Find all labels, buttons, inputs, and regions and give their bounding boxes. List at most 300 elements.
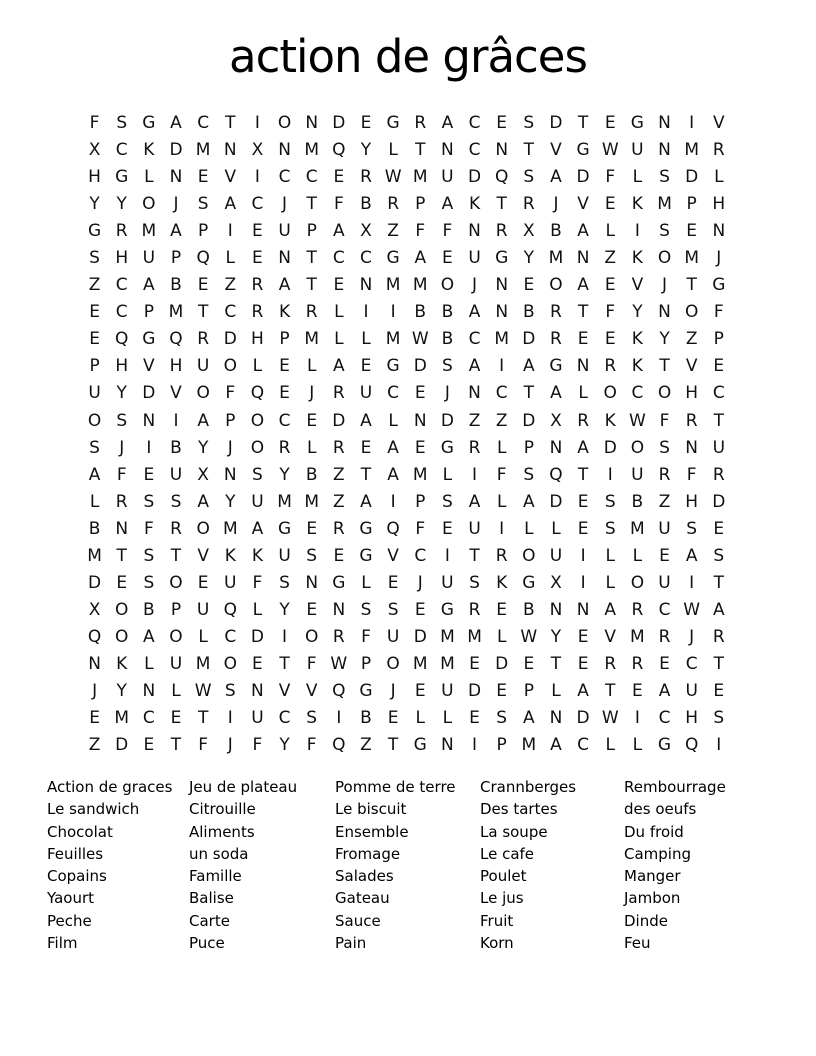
grid-letter: E xyxy=(604,275,616,296)
grid-letter: M xyxy=(304,491,320,512)
grid-letter: C xyxy=(658,708,671,729)
grid-letter: F xyxy=(89,113,100,134)
grid-letter: A xyxy=(360,410,372,431)
grid-letter: R xyxy=(685,410,698,431)
grid-letter: K xyxy=(631,329,643,350)
grid-letter: O xyxy=(196,518,210,539)
grid-letter: L xyxy=(171,681,181,701)
grid-letter: Y xyxy=(360,140,372,161)
grid-letter: M xyxy=(222,518,238,539)
grid-letter: D xyxy=(169,140,183,161)
grid-letter: A xyxy=(333,356,345,377)
grid-letter: E xyxy=(333,167,345,188)
grid-letter: W xyxy=(628,410,646,431)
grid-letter: I xyxy=(173,410,179,431)
grid-letter: S xyxy=(252,464,263,485)
grid-letter: D xyxy=(603,437,617,458)
grid-letter: X xyxy=(88,599,101,620)
grid-letter: G xyxy=(142,113,156,134)
grid-letter: A xyxy=(523,356,535,377)
grid-letter: U xyxy=(278,545,291,566)
grid-letter: E xyxy=(279,383,290,404)
grid-letter: L xyxy=(361,572,371,593)
grid-letter: L xyxy=(89,491,100,512)
grid-letter: U xyxy=(658,518,671,539)
grid-letter: E xyxy=(414,437,426,458)
grid-letter: T xyxy=(306,248,317,269)
grid-letter: R xyxy=(332,383,345,404)
grid-letter: M xyxy=(440,653,455,674)
word-list-item: Puce xyxy=(189,934,225,953)
grid-letter: N xyxy=(142,681,156,701)
grid-letter: Q xyxy=(115,329,129,350)
grid-letter: C xyxy=(332,248,345,269)
grid-letter: W xyxy=(194,681,212,701)
grid-letter: E xyxy=(523,653,535,674)
grid-letter: Z xyxy=(604,248,617,269)
grid-letter: U xyxy=(169,464,183,485)
grid-letter: P xyxy=(496,735,507,756)
grid-letter: A xyxy=(468,491,481,512)
grid-letter: F xyxy=(198,735,209,756)
grid-letter: P xyxy=(225,410,236,431)
grid-letter: N xyxy=(495,302,509,323)
grid-letter: O xyxy=(657,383,672,404)
grid-letter: T xyxy=(387,735,399,756)
grid-letter: N xyxy=(495,275,509,296)
grid-letter: N xyxy=(576,356,590,377)
grid-letter: J xyxy=(444,383,450,404)
grid-letter: G xyxy=(277,518,292,539)
grid-letter: E xyxy=(659,653,670,674)
grid-letter: T xyxy=(279,653,290,674)
grid-letter: V xyxy=(685,356,698,377)
grid-letter: W xyxy=(384,167,402,188)
grid-letter: S xyxy=(143,491,155,512)
grid-letter: E xyxy=(333,545,345,566)
grid-letter: U xyxy=(196,599,210,620)
grid-letter: T xyxy=(713,653,724,674)
grid-letter: M xyxy=(385,329,401,350)
grid-letter: F xyxy=(116,464,127,485)
grid-letter: U xyxy=(142,248,156,269)
grid-letter: D xyxy=(413,356,427,377)
grid-letter: E xyxy=(713,356,725,377)
grid-letter: M xyxy=(168,302,184,323)
grid-letter: A xyxy=(387,437,399,458)
grid-letter: M xyxy=(630,626,645,647)
word-list-item: Manger xyxy=(624,867,681,886)
word-list-item: Peche xyxy=(47,911,92,930)
grid-letter: X xyxy=(197,464,209,485)
grid-letter: J xyxy=(173,194,179,215)
grid-letter: D xyxy=(115,735,129,756)
grid-letter: N xyxy=(658,140,671,161)
grid-letter: L xyxy=(714,167,724,188)
word-list-item: Aliments xyxy=(189,822,255,841)
grid-letter: M xyxy=(141,221,157,242)
word-list-item: Le biscuit xyxy=(335,800,407,819)
grid-letter: C xyxy=(387,383,400,404)
grid-letter: U xyxy=(441,681,454,701)
grid-letter: S xyxy=(387,599,399,620)
grid-letter: A xyxy=(712,599,725,620)
grid-letter: Q xyxy=(196,248,210,269)
grid-letter: U xyxy=(468,248,481,269)
grid-letter: A xyxy=(441,113,454,134)
grid-letter: Q xyxy=(169,329,183,350)
grid-letter: T xyxy=(415,140,426,161)
grid-letter: W xyxy=(683,599,701,620)
grid-letter: E xyxy=(89,302,100,323)
grid-letter: M xyxy=(195,653,211,674)
grid-letter: O xyxy=(115,626,129,647)
grid-letter: G xyxy=(549,356,563,377)
grid-letter: S xyxy=(523,464,535,485)
grid-letter: T xyxy=(306,194,317,215)
grid-letter: S xyxy=(143,572,155,593)
grid-letter: H xyxy=(115,248,129,269)
grid-letter: A xyxy=(577,275,589,296)
grid-letter: D xyxy=(495,653,509,674)
grid-letter: T xyxy=(170,735,182,756)
grid-letter: Y xyxy=(89,194,100,215)
grid-letter: O xyxy=(630,572,645,593)
grid-letter: C xyxy=(115,275,128,296)
grid-letter: I xyxy=(227,708,233,729)
grid-letter: S xyxy=(116,113,128,134)
grid-letter: C xyxy=(278,410,291,431)
grid-letter: A xyxy=(170,221,182,242)
grid-letter: Q xyxy=(332,140,346,161)
grid-letter: N xyxy=(278,248,291,269)
grid-letter: Q xyxy=(549,464,563,485)
puzzle-title: action de grâces xyxy=(229,30,587,83)
grid-letter: A xyxy=(577,221,589,242)
word-list-item: Le jus xyxy=(480,889,524,908)
grid-letter: K xyxy=(631,248,643,269)
grid-letter: L xyxy=(144,653,154,674)
grid-letter: F xyxy=(225,383,236,404)
word-list-item: Dinde xyxy=(624,911,668,930)
word-search-grid xyxy=(81,110,732,759)
grid-letter: R xyxy=(332,518,345,539)
grid-letter: M xyxy=(494,329,510,350)
grid-letter: L xyxy=(496,491,507,512)
grid-letter: N xyxy=(658,302,671,323)
grid-letter: S xyxy=(686,518,698,539)
grid-letter: O xyxy=(657,248,672,269)
grid-letter: L xyxy=(605,735,615,756)
grid-letter: M xyxy=(412,464,428,485)
word-list-item: Salades xyxy=(335,867,394,886)
grid-letter: D xyxy=(712,491,726,512)
grid-letter: D xyxy=(332,113,346,134)
grid-letter: N xyxy=(576,248,590,269)
grid-letter: N xyxy=(576,599,590,620)
grid-letter: N xyxy=(413,410,427,431)
grid-letter: D xyxy=(522,410,536,431)
grid-letter: S xyxy=(224,681,236,701)
grid-letter: R xyxy=(604,653,617,674)
grid-letter: C xyxy=(278,708,291,729)
grid-letter: T xyxy=(197,302,209,323)
grid-letter: L xyxy=(632,167,643,188)
grid-letter: A xyxy=(88,464,101,485)
grid-letter: K xyxy=(604,410,616,431)
grid-letter: U xyxy=(631,140,644,161)
grid-letter: L xyxy=(361,329,371,350)
grid-letter: R xyxy=(387,194,400,215)
grid-letter: A xyxy=(550,383,562,404)
grid-letter: R xyxy=(550,329,562,350)
grid-letter: C xyxy=(631,383,644,404)
grid-letter: E xyxy=(577,491,589,512)
grid-letter: L xyxy=(605,545,615,566)
grid-letter: T xyxy=(469,545,480,566)
grid-letter: F xyxy=(713,302,724,323)
grid-letter: V xyxy=(387,545,399,566)
grid-letter: C xyxy=(278,167,291,188)
grid-letter: D xyxy=(549,491,563,512)
word-list-column xyxy=(624,776,726,954)
grid-letter: B xyxy=(88,518,101,539)
grid-letter: K xyxy=(468,194,481,215)
grid-letter: B xyxy=(522,599,535,620)
grid-letter: I xyxy=(689,572,695,593)
grid-letter: C xyxy=(224,626,237,647)
grid-letter: T xyxy=(686,275,697,296)
grid-letter: S xyxy=(496,708,508,729)
grid-letter: T xyxy=(577,464,589,485)
grid-letter: D xyxy=(413,626,427,647)
grid-letter: E xyxy=(442,248,453,269)
grid-letter: R xyxy=(305,302,318,323)
grid-letter: C xyxy=(360,248,372,269)
grid-letter: U xyxy=(631,464,644,485)
grid-letter: E xyxy=(333,275,345,296)
grid-letter: L xyxy=(198,626,208,647)
grid-letter: U xyxy=(468,518,481,539)
grid-letter: L xyxy=(605,572,615,593)
grid-letter: U xyxy=(441,167,454,188)
grid-letter: I xyxy=(363,302,369,323)
grid-letter: M xyxy=(304,140,320,161)
grid-letter: D xyxy=(576,708,590,729)
grid-letter: E xyxy=(604,194,616,215)
word-list xyxy=(0,776,816,976)
grid-letter: U xyxy=(359,383,373,404)
grid-letter: K xyxy=(496,572,508,593)
grid-letter: C xyxy=(115,302,128,323)
grid-letter: E xyxy=(496,681,508,701)
grid-letter: O xyxy=(630,437,645,458)
grid-letter: Q xyxy=(250,383,265,404)
grid-letter: E xyxy=(686,221,698,242)
grid-letter: A xyxy=(658,681,671,701)
grid-letter: G xyxy=(386,356,400,377)
grid-letter: E xyxy=(360,356,372,377)
grid-letter: X xyxy=(360,221,372,242)
grid-letter: V xyxy=(604,626,617,647)
grid-letter: J xyxy=(309,383,315,404)
grid-letter: D xyxy=(440,410,454,431)
grid-letter: C xyxy=(468,113,481,134)
grid-letter: X xyxy=(550,572,562,593)
grid-letter: F xyxy=(306,735,317,756)
grid-letter: W xyxy=(330,653,348,674)
grid-letter: P xyxy=(713,329,724,350)
grid-letter: R xyxy=(278,437,291,458)
grid-letter: N xyxy=(468,383,481,404)
grid-letter: R xyxy=(604,356,617,377)
grid-letter: Y xyxy=(279,464,290,485)
grid-letter: E xyxy=(252,653,263,674)
grid-letter: E xyxy=(659,545,670,566)
grid-letter: S xyxy=(713,545,725,566)
grid-letter: L xyxy=(388,140,398,161)
grid-letter: A xyxy=(170,113,182,134)
grid-letter: F xyxy=(361,626,371,647)
grid-letter: S xyxy=(659,437,670,458)
grid-letter: U xyxy=(685,681,698,701)
grid-letter: C xyxy=(251,194,264,215)
grid-letter: D xyxy=(250,626,264,647)
grid-letter: R xyxy=(712,140,725,161)
grid-letter: M xyxy=(684,140,699,161)
grid-letter: H xyxy=(685,491,699,512)
grid-letter: Z xyxy=(387,221,399,242)
grid-letter: Q xyxy=(386,518,400,539)
grid-letter: V xyxy=(278,681,291,701)
grid-letter: V xyxy=(305,681,318,701)
grid-letter: O xyxy=(250,437,265,458)
grid-letter: S xyxy=(659,167,670,188)
grid-letter: E xyxy=(577,653,589,674)
grid-letter: G xyxy=(359,518,373,539)
grid-letter: U xyxy=(278,221,291,242)
grid-letter: T xyxy=(605,681,616,701)
grid-letter: O xyxy=(223,653,237,674)
grid-letter: R xyxy=(495,221,508,242)
grid-letter: G xyxy=(712,275,726,296)
grid-letter: O xyxy=(386,653,400,674)
grid-letter: T xyxy=(360,464,372,485)
grid-letter: P xyxy=(415,194,426,215)
grid-letter: P xyxy=(360,653,372,674)
grid-letter: S xyxy=(279,572,290,593)
grid-letter: Z xyxy=(333,464,345,485)
grid-letter: Y xyxy=(550,626,562,647)
word-list-item: Jambon xyxy=(624,889,681,908)
grid-letter: I xyxy=(282,626,288,647)
grid-letter: J xyxy=(119,437,125,458)
grid-letter: E xyxy=(713,681,725,701)
grid-letter: V xyxy=(712,113,725,134)
grid-letter: U xyxy=(658,572,671,593)
grid-letter: A xyxy=(251,518,264,539)
grid-letter: O xyxy=(169,626,183,647)
grid-letter: B xyxy=(360,708,372,729)
grid-letter: V xyxy=(631,275,644,296)
grid-letter: N xyxy=(142,410,156,431)
grid-letter: Y xyxy=(116,383,127,404)
grid-letter: U xyxy=(251,708,264,729)
grid-letter: K xyxy=(116,653,128,674)
grid-letter: C xyxy=(197,113,210,134)
word-list-item: Feu xyxy=(624,934,651,953)
grid-letter: D xyxy=(332,410,346,431)
grid-letter: P xyxy=(170,248,182,269)
grid-letter: Z xyxy=(685,329,698,350)
grid-letter: N xyxy=(169,167,183,188)
grid-letter: Z xyxy=(88,275,101,296)
grid-letter: D xyxy=(522,329,536,350)
grid-letter: Z xyxy=(333,491,345,512)
grid-letter: Y xyxy=(225,491,236,512)
grid-letter: E xyxy=(143,464,155,485)
word-list-item: Ensemble xyxy=(335,822,409,841)
grid-letter: G xyxy=(440,599,454,620)
grid-letter: L xyxy=(252,356,263,377)
word-list-item: Jeu de plateau xyxy=(189,778,298,796)
grid-letter: T xyxy=(577,302,589,323)
grid-letter: C xyxy=(115,140,128,161)
grid-letter: A xyxy=(333,221,345,242)
grid-letter: G xyxy=(657,735,672,756)
grid-letter: R xyxy=(522,194,535,215)
grid-letter: R xyxy=(360,167,372,188)
grid-letter: R xyxy=(332,626,345,647)
grid-letter: C xyxy=(712,383,725,404)
grid-letter: S xyxy=(89,437,100,458)
word-list-item: Fromage xyxy=(335,844,401,863)
grid-letter: X xyxy=(88,140,101,161)
grid-letter: O xyxy=(684,302,699,323)
grid-letter: T xyxy=(225,113,236,134)
grid-letter: S xyxy=(306,545,318,566)
grid-letter: E xyxy=(197,275,209,296)
grid-letter: G xyxy=(87,221,102,242)
grid-letter: C xyxy=(685,653,698,674)
grid-letter: L xyxy=(551,518,561,539)
word-list-item: Famille xyxy=(189,867,242,886)
grid-letter: E xyxy=(306,410,318,431)
grid-letter: M xyxy=(684,248,699,269)
word-list-item: Yaourt xyxy=(47,889,95,908)
grid-letter: H xyxy=(685,708,699,729)
grid-letter: G xyxy=(413,735,427,756)
grid-letter: N xyxy=(549,708,563,729)
grid-letter: R xyxy=(550,302,562,323)
grid-letter: T xyxy=(496,194,507,215)
grid-letter: J xyxy=(390,681,396,701)
grid-letter: F xyxy=(415,518,426,539)
grid-letter: A xyxy=(604,599,617,620)
grid-letter: H xyxy=(251,329,264,350)
grid-letter: G xyxy=(386,248,400,269)
grid-letter: M xyxy=(385,275,401,296)
grid-letter: E xyxy=(252,221,263,242)
grid-letter: D xyxy=(685,167,699,188)
grid-letter: E xyxy=(496,113,508,134)
grid-letter: Z xyxy=(495,410,508,431)
grid-letter: G xyxy=(576,140,590,161)
grid-letter: I xyxy=(390,302,396,323)
grid-letter: F xyxy=(252,735,263,756)
grid-letter: R xyxy=(251,302,264,323)
grid-letter: I xyxy=(634,708,640,729)
